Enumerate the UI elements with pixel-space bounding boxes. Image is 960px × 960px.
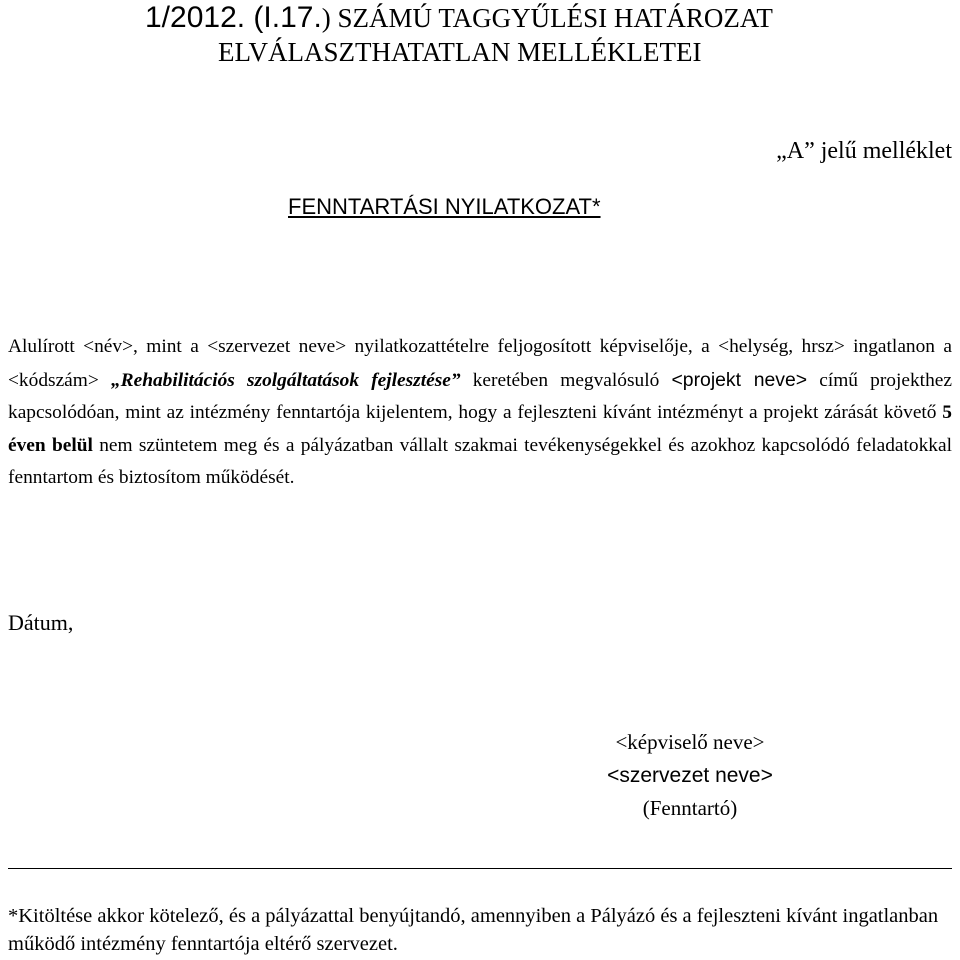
document-title-line1 — [145, 2, 773, 34]
program-name: „Rehabilitációs szolgáltatások fejlesztése” — [110, 369, 461, 391]
date-label: Dátum, — [8, 610, 74, 635]
declaration-title: FENNTARTÁSI NYILATKOZAT* — [288, 194, 601, 219]
body-text-part4: nem szüntetem meg és a pályázatban vállalt szakmai tevékenységekkel és azokhoz kapcsolódó feladatokkal fenntartom és biztosítom működését. — [8, 434, 952, 489]
maintenance-period: 5 éven belül — [8, 402, 952, 456]
organization-name: <szervezet neve> — [607, 764, 773, 787]
resolution-number: 1/2012. (I.17. — [145, 1, 322, 34]
signature-block — [560, 726, 820, 825]
declaration-body — [8, 331, 952, 495]
resolution-title: ) SZÁMÚ TAGGYŰLÉSI HATÁROZAT — [321, 3, 773, 33]
footnote-divider — [8, 868, 952, 869]
signer-role: (Fenntartó) — [642, 796, 738, 820]
body-text-part3: című projekthez kapcsolódóan, mint az intézmény fenntartója kijelentem, hogy a fejleszteni kívánt intézményt a projekt zárását követő — [8, 369, 952, 424]
representative-name: <képviselő neve> — [615, 730, 765, 754]
project-name-placeholder: <projekt neve> — [671, 368, 808, 391]
body-text-part1: Alulírott <név>, mint a <szervezet neve> nyilatkozattételre feljogosított képviselője, a <helység, hrsz> ingatlanon a <kódszám> — [8, 336, 952, 391]
annex-label: „A” jelű melléklet — [776, 138, 952, 164]
document-title-line2: ELVÁLASZTHATATLAN MELLÉKLETEI — [218, 37, 702, 67]
footnote: *Kitöltése akkor kötelező, és a pályázattal benyújtandó, amennyiben a Pályázó és a fejleszteni kívánt ingatlanban működő intézmény fenntartója eltérő szervezet. — [8, 905, 939, 955]
body-text-part2: keretében megvalósuló — [460, 369, 672, 391]
